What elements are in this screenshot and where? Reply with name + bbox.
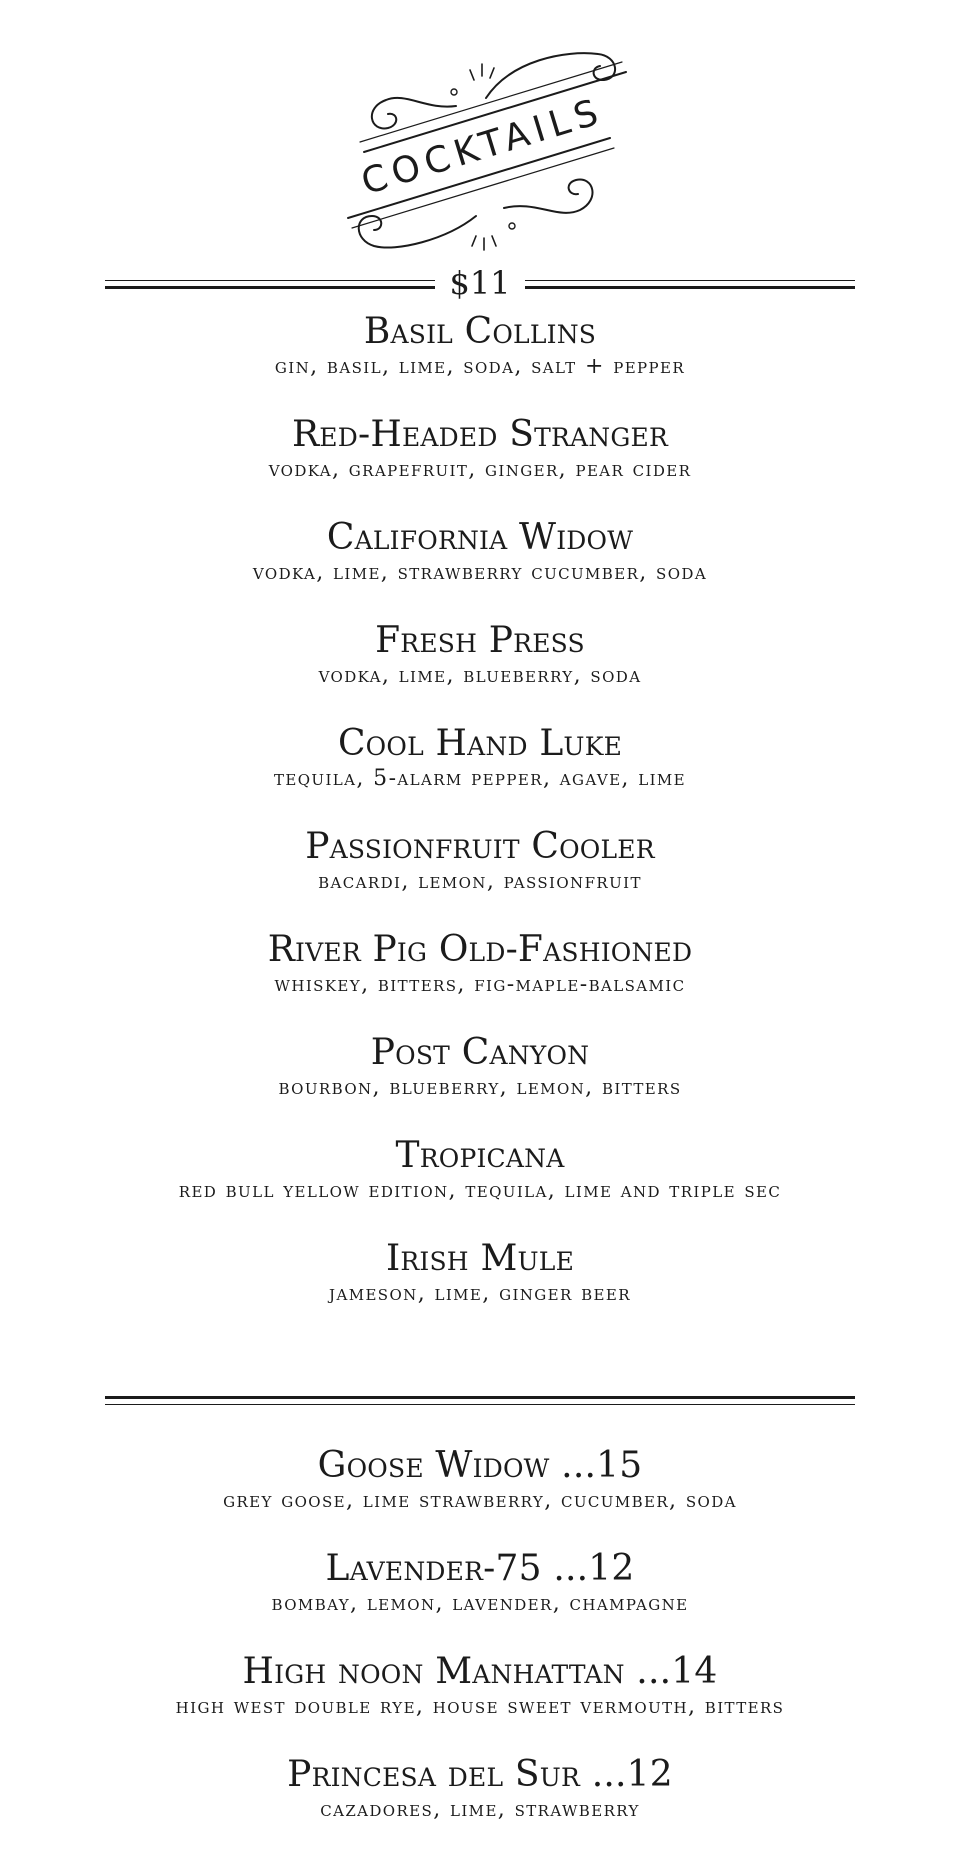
item-ingredients: bourbon, blueberry, lemon, bitters (278, 1075, 682, 1100)
menu-item (0, 827, 960, 930)
item-name: Cool Hand Luke (337, 723, 623, 764)
item-ingredients: vodka, grapefruit, ginger, pear cider (268, 457, 692, 482)
menu-item (0, 415, 960, 518)
cocktails-logo (336, 40, 636, 260)
item-ingredients: high west double rye, house sweet vermouth, bitters (175, 1694, 785, 1719)
item-name: Princesa del Sur ...12 (287, 1754, 673, 1795)
item-ingredients: bombay, lemon, lavender, champagne (271, 1591, 689, 1616)
item-ingredients: vodka, lime, blueberry, soda (318, 663, 642, 688)
item-name: Passionfruit Cooler (305, 826, 655, 867)
logo-text: COCKTAILS (356, 90, 609, 204)
menu-item (0, 1239, 960, 1342)
item-ingredients: vodka, lime, strawberry cucumber, soda (252, 560, 708, 585)
item-ingredients: cazadores, lime, strawberry (320, 1797, 640, 1822)
cocktail-list (0, 312, 960, 1342)
item-name: Fresh Press (375, 620, 585, 661)
item-name: Goose Widow ...15 (317, 1445, 643, 1486)
menu-item (0, 312, 960, 415)
item-name: Irish Mule (385, 1238, 575, 1279)
menu-item (0, 1549, 960, 1652)
item-ingredients: whiskey, bitters, fig-maple-balsamic (274, 972, 686, 997)
menu-item (0, 1136, 960, 1239)
section-price: $11 (435, 258, 525, 308)
menu-item (0, 724, 960, 827)
item-name: Red-Headed Stranger (292, 414, 668, 455)
menu-item (0, 621, 960, 724)
item-ingredients: tequila, 5-alarm pepper, agave, lime (273, 766, 687, 791)
item-ingredients: grey goose, lime strawberry, cucumber, soda (223, 1488, 737, 1513)
menu-item (0, 1652, 960, 1755)
item-name: California Widow (326, 517, 634, 558)
item-ingredients: gin, basil, lime, soda, salt + pepper (274, 354, 686, 379)
item-ingredients: jameson, lime, ginger beer (329, 1281, 631, 1306)
item-name: Lavender-75 ...12 (325, 1548, 635, 1589)
menu-item (0, 1033, 960, 1136)
premium-cocktail-list (0, 1446, 960, 1858)
item-name: High noon Manhattan ...14 (242, 1651, 718, 1692)
item-name: River Pig Old-Fashioned (267, 929, 693, 970)
divider-line (105, 1396, 855, 1399)
item-name: Basil Collins (363, 311, 597, 352)
menu-item (0, 930, 960, 1033)
menu-item (0, 518, 960, 621)
item-ingredients: bacardi, lemon, passionfruit (318, 869, 642, 894)
item-ingredients: red bull yellow edition, tequila, lime and triple sec (178, 1178, 782, 1203)
item-name: Tropicana (395, 1135, 565, 1176)
divider-line (105, 1404, 855, 1405)
menu-item (0, 1446, 960, 1549)
item-name: Post Canyon (370, 1032, 590, 1073)
